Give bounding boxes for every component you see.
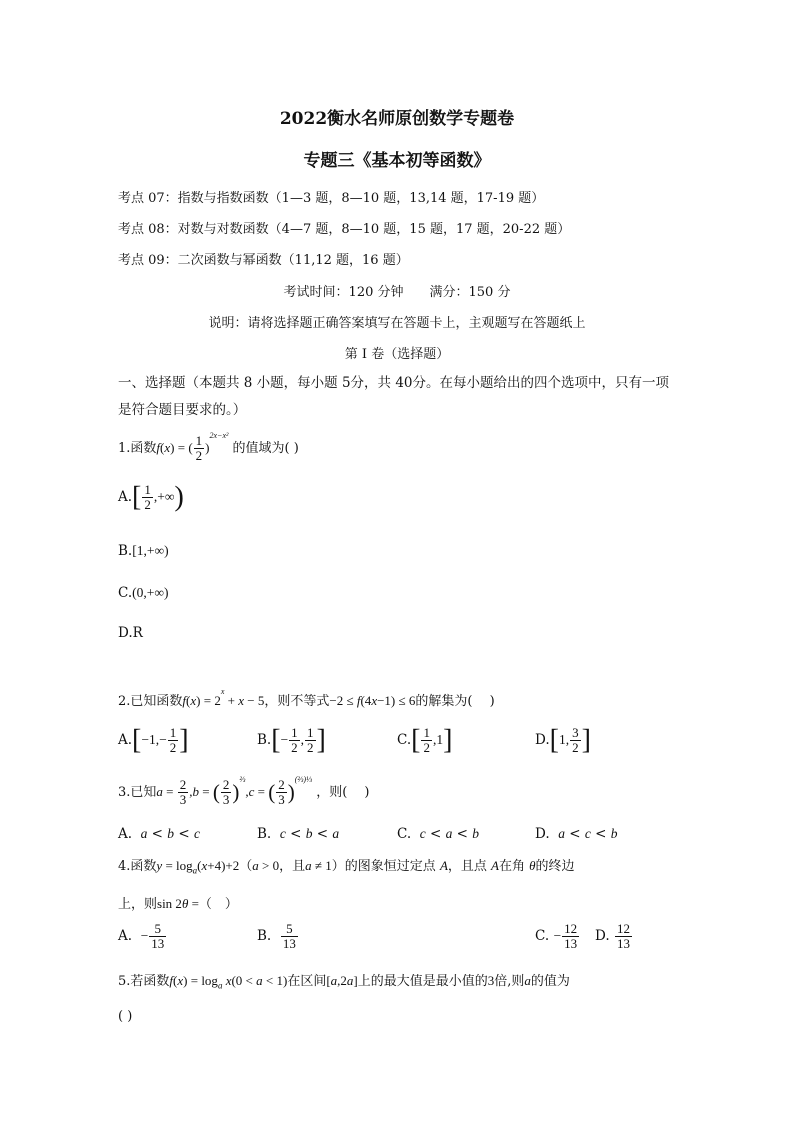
question-5-line-2: ( ) bbox=[118, 1009, 133, 1024]
q3-option-c: C. c < a < b bbox=[397, 826, 480, 842]
q1-option-b: B.[1,+∞) bbox=[118, 543, 169, 559]
q4-option-a: A. − $\frac{5}{13}$ bbox=[118, 921, 165, 951]
q2-option-c: C.[ $\frac{1}{2}$ ,1] bbox=[397, 724, 453, 756]
document-title: 2022衡水名师原创数学专题卷 bbox=[279, 109, 515, 129]
q3-option-b: B. c < b < a bbox=[257, 826, 340, 842]
q2-option-b: B.[− $\frac{1}{2}$ , $\frac{1}{2}$ ] bbox=[257, 724, 326, 756]
q2-option-d: D.[1, $\frac{3}{2}$ ] bbox=[535, 724, 591, 756]
topic-line-08: 考点 08：对数与对数函数（4—7 题，8—10 题，15 题，17 题，20-22 题） bbox=[118, 222, 571, 237]
document-subtitle: 专题三《基本初等函数》 bbox=[303, 151, 491, 171]
topic-line-09: 考点 09：二次函数与幂函数（11,12 题，16 题） bbox=[118, 253, 409, 268]
q2-option-a: A.[−1,− $\frac{1}{2}$ ] bbox=[118, 724, 189, 756]
q1-suffix: 的值域为( ) bbox=[232, 441, 299, 456]
exam-info: 考试时间：120 分钟 满分：150 分 bbox=[283, 285, 511, 300]
question-1: 1.函数f(x) = ( $\frac{1}{2}$ )$^{2x-x^2}$ 的值域为( ) bbox=[118, 431, 299, 463]
q4-option-b: B. $\frac{5}{13}$ bbox=[257, 921, 296, 951]
part-intro: 一、选择题（本题共 8 小题，每小题 5分，共 40分。在每小题给出的四个选项中，只有一项是符合题目要求的。） bbox=[118, 375, 670, 418]
question-4-line-2: 上，则sin 2θ =（ ） bbox=[118, 896, 238, 912]
section-title: 第 I 卷（选择题） bbox=[344, 347, 450, 362]
q1-prefix: 1.函数 bbox=[118, 441, 157, 456]
q1-option-a: A.[ $\frac{1}{2}$ ,+∞) bbox=[118, 481, 184, 513]
question-5: 5.若函数$f(x) = \log_a x(0 < a < 1)$在区间[a,2a]上的最大值是最小值的3倍,则a的值为 bbox=[118, 973, 570, 991]
question-3: 3.已知a = $\frac{2}{3}$ ,b = ( $\frac{2}{3}$ )$^{\frac{2}{3}}$,c = ( $\frac{2}{3}$ )$^{(\frac{2}{3})\frac{1}{3}}$ ，则( ) bbox=[118, 775, 370, 807]
topic-line-07: 考点 07：指数与指数函数（1—3 题，8—10 题，13,14 题，17-19 题） bbox=[118, 191, 545, 206]
q3-option-d: D. a < c < b bbox=[535, 826, 618, 842]
q1-option-c: C.(0,+∞) bbox=[118, 585, 169, 601]
q1-option-d: D.R bbox=[118, 625, 143, 641]
q3-option-a: A. a < b < c bbox=[118, 826, 200, 842]
instructions: 说明：请将选择题正确答案填写在答题卡上，主观题写在答题纸上 bbox=[208, 316, 586, 331]
q4-option-d: D. $\frac{12}{13}$ bbox=[595, 921, 630, 951]
q4-option-c: C. − $\frac{12}{13}$ bbox=[535, 921, 578, 951]
question-2: 2.已知函数$f(x) = 2^x + x - 5$，则不等式−2 ≤ f(4x−1) ≤ 6的解集为( ) bbox=[118, 687, 495, 709]
question-4: 4.函数$y = \log_a(x+4)+2(a > 0$，且a ≠ 1）的图象恒过定点 A，且点 A在角 θ的终边 bbox=[118, 858, 575, 876]
